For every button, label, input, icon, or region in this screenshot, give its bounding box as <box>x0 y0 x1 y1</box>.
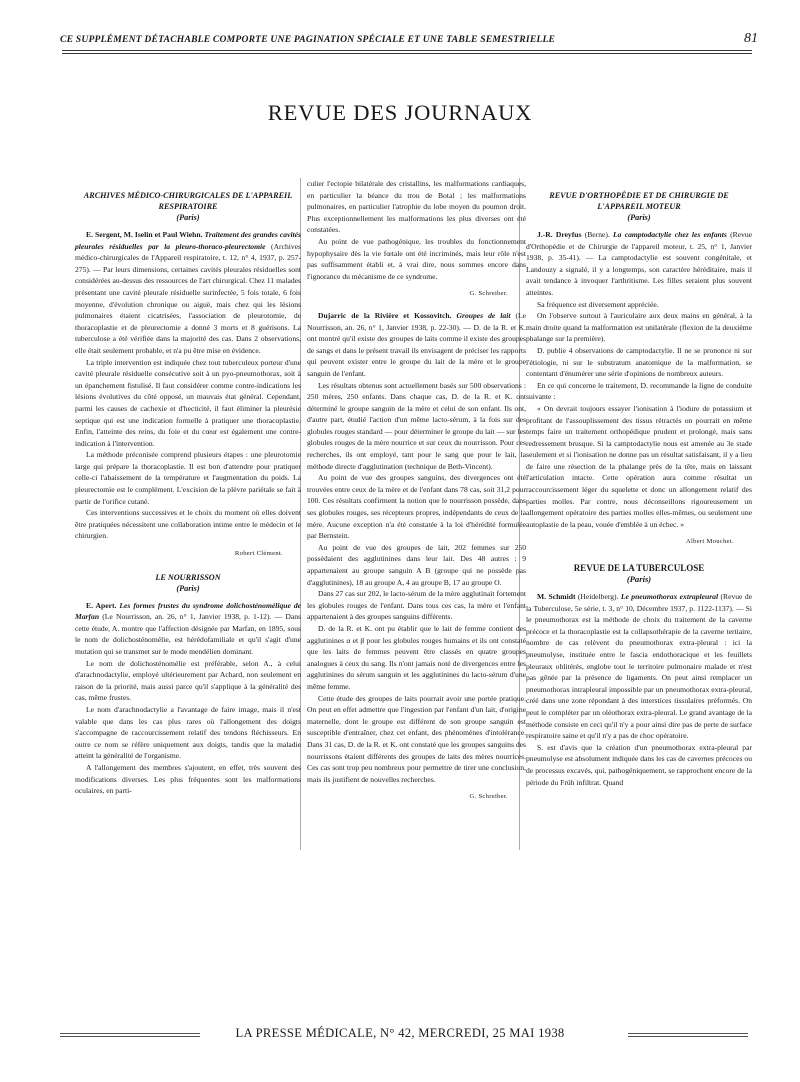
author-location: (Heidelberg). <box>577 592 619 602</box>
article-text: (Le Nourrisson, an. 26, n° 1, Janvier 1938, p. 1-12). — Dans cette étude, A. montre que l'affection désignée par Marfan, en 1895, sous le nom de dolichosténomélie, est hérédofamiliale et qu'il s'agit d'une mutation qui se transmet sur le mode mendélien dominant. <box>75 612 301 656</box>
signature: G. Schreiber. <box>469 793 508 801</box>
article-paragraph: culier l'ectopie bilatérale des cristallins, les malformations cardiaques, en particulier la béance du trou de Botal ; les malformations pulmonaires, en particulier l'atrophie du lobe moyen du poumon droit. Plus exceptionnellement les malformations les plus diverses ont été constatées. <box>307 179 526 235</box>
article-paragraph: En ce qui concerne le traitement, D. recommande la ligne de conduite suivante : <box>526 380 752 402</box>
journal-place: (Paris) <box>176 213 200 222</box>
article-authors: J.-R. Dreyfus <box>537 230 582 239</box>
footer-line: LA PRESSE MÉDICALE, N° 42, MERCREDI, 25 MAI 1938 <box>235 1026 565 1040</box>
article-paragraph: On l'observe surtout à l'auriculaire aux deux mains en général, à la main droite quand la malformation est unilatérale (flexion de la deuxième phalange sur la première). <box>526 311 752 344</box>
author-location: (Berne). <box>584 230 610 239</box>
article-paragraph: Au point de vue des groupes sanguins, des divergences ont été trouvées entre ceux de la mère et de l'enfant dans 78 cas, soit 31,2 pour 100. Ces résultats confirment la notion que le nourrisson possède, dans ses globules rouges, ses récepteurs propres, indépendants de ceux de la mère. Aucune exception n'a été constatée à la loi d'hérédité formulée par Bernstein. <box>307 473 526 541</box>
article-paragraph: S. est d'avis que la création d'un pneumothorax extra-pleural par pneumolyse est absolument indiquée dans les cas de cavernes précoces ou de processus excavés, qui, pathogéniquement, se rapprochent encore de la période du Früh infiltrat. Quand <box>526 742 752 787</box>
column-1 <box>75 178 301 797</box>
signature: G. Schreiber. <box>469 290 508 298</box>
journal-title: REVUE DE LA TUBERCULOSE <box>573 563 705 574</box>
article-authors: E. Sergent, M. Iselin et Paul Wiehn. <box>86 230 203 239</box>
article-paragraph: La triple intervention est indiquée chez tout tuberculeux porteur d'une cavité pleurale résiduelle consécutive soit à un pyo-pneumothorax, soit à un épanchement fistulisé. Il faut considérer comme contre-indications les lésions évolutives du côté opposé, un mauvais état général. Cependant, parmi les causes de cachexie et d'hecticité, il faut éliminer la pleurésie septique qui est une indication formelle à pratiquer une thoracoplastie. Enfin, l'atteinte des reins, du foie et du cœur est également une contre-indication à l'intervention. <box>75 357 301 448</box>
article-title: La camptodactylie chez les enfants <box>613 230 727 239</box>
journal-title: LE NOURRISSON <box>155 572 221 582</box>
column-2 <box>307 178 526 813</box>
supplement-header: CE SUPPLÉMENT DÉTACHABLE COMPORTE UNE PAGINATION SPÉCIALE ET UNE TABLE SEMESTRIELLE <box>60 34 556 45</box>
article-paragraph <box>75 600 301 658</box>
article-paragraph <box>526 591 752 742</box>
article-paragraph: Le nom de dolichosténomélie est préférable, selon A., à celui d'arachnodactylie, employé ultérieurement par Achard, non seulement en raison de la priorité, mais aussi parce qu'il s'applique à la généralité des cas, même frustes. <box>75 658 301 703</box>
article-paragraph <box>75 229 301 357</box>
article-paragraph <box>526 229 752 299</box>
article-title: Groupes de lait <box>456 310 511 320</box>
journal-place: (Paris) <box>627 213 651 222</box>
page-number: 81 <box>744 31 758 46</box>
column-3 <box>526 178 752 788</box>
journal-title: REVUE D'ORTHOPÉDIE ET DE CHIRURGIE DE L'APPAREIL MOTEUR <box>549 191 729 211</box>
page-title: REVUE DES JOURNAUX <box>267 100 533 125</box>
article-paragraph: Dans 27 cas sur 202, le lacto-sérum de la mère agglutinait fortement les globules rouges de l'enfant. Dans tous ces cas, la mère et l'enfant appartenaient à des groupes sanguins différents. <box>307 589 526 622</box>
footer-rule-right-2 <box>628 1036 748 1037</box>
article-title: Traitement des grandes cavités pleurales résiduelles par la pleuro-thoraco-pleurectomie <box>75 230 301 251</box>
article-paragraph: Les résultats obtenus sont actuellement basés sur 500 observations : 250 mères, 250 enfants. Dans chaque cas, D. de la R. et K. ont déterminé le groupe sanguin de la mère et celui de son enfant. Ils ont, d'autre part, étudié l'action d'un même lacto-sérum, à la fois sur des globules rouges standard — pour déterminer le groupe du lait — sur les globules rouges de la mère nourrice et sur ceux du nourrisson. Pour ces recherches, ils ont employé, tant pour le sang que pour le lait, la méthode directe d'agglutination (technique de Beth-Vincent). <box>307 380 526 471</box>
article-text: (Archives médico-chirurgicales de l'Appareil respiratoire, t. 12, n° 4, 1937, p. 257-275). — Par leurs dimensions, certaines cavités pleurales résiduelles sont considérées au-dessus des ressources de l'art chirurgical. Chez 11 malades présentant une cavité pleurale résiduelle surinfectée, 5 fois totale, 6 fois moyenne, d'évolution chronique ou aiguë, mais chez qui les lésions pulmonaires étaient cicatrisées, l'association de pleurotomie, de thoracoplastie et de pleurectomie a donné 3 morts et 8 guérisons. La tuberculose a été vérifiée dans la majorité des cas. Dans 2 observations, elle était seulement probable, et n'a pu être mise en évidence. <box>75 241 301 355</box>
journal-place: (Paris) <box>176 583 200 593</box>
article-authors: E. Apert. <box>86 600 117 610</box>
article-title: Les formes frustes du syndrome dolichosténomélique de Marfan <box>75 600 301 622</box>
article-text: (Revue de la Tuberculose, 5e série, t. 3, n° 10, Décembre 1937, p. 1122-1137). — Si le pneumothorax est la méthode de choix du traitement de la caverne précoce et la thoracoplastie est la collapsothérapie de la caverne tertiaire, nombre de cas relèvent du pneumothorax extra-pleural : ici la pneumolyse, instituée entre le fascia endothoracique et les feuillets pleuraux oblitérés, englobe tout le territoire pulmonaire malade et n'est pas gênée par la présence de ligaments. On peut ainsi remplacer un pneumothorax intrapleural impossible par un pneumothorax extra-pleural, créé dans une zone répondant à des interstices tissulaires préformés. On peut le compléter par un oléothorax extra-pleural. Le grand avantage de la méthode consiste en ceci qu'il n'y a pour ainsi dire pas de perte de surface respiratoire saine et qu'il n'y a pas de choc opératoire. <box>526 592 752 741</box>
article-paragraph: Au point de vue des groupes de lait, 202 femmes sur 250 possédaient des agglutinines dans leur lait. Des 48 autres : 9 appartenaient au groupe sanguin A B (groupe qui ne possède pas d'agglutinines), 18 au groupe A, 4 au groupe B, 17 au groupe O. <box>307 542 526 587</box>
article-paragraph <box>307 310 526 380</box>
article-text: (Revue d'Orthopédie et de Chirurgie de l'appareil moteur, t. 25, n° 1, Janvier 1938, p. 35-41). — La camptodactylie est souvent congénitale, et Landouzy a signalé, il y a longtemps, son caractère héréditaire, mais il avait tendance à invoquer l'arthritisme. Les filles seraient plus souvent atteintes. <box>526 230 753 297</box>
article-authors: Dujarric de la Rivière et Kossovitch. <box>318 310 452 320</box>
signature: Albert Mouchet. <box>685 538 734 546</box>
header-rule <box>62 50 752 51</box>
article-paragraph: A l'allongement des membres s'ajoutent, en effet, très souvent des modifications diverses. Les plus fréquentes sont les malformations oculaires, en parti- <box>75 762 301 796</box>
article-paragraph: Au point de vue pathogénique, les troubles du fonctionnement hypophysaire dès la vie fœtale ont été incriminés, mais leur rôle n'est pas suffisamment établi et, à vrai dire, nous sommes encore dans l'ignorance du mécanisme de ce syndrome. <box>307 236 526 281</box>
signature: Robert Clément. <box>234 550 283 558</box>
footer-rule-right <box>628 1033 748 1034</box>
article-paragraph: Cette étude des groupes de laits pourrait avoir une portée pratique. On peut en effet admettre que l'ingestion par l'enfant d'un lait, d'origine maternelle, dont le groupe est différent de son groupe sanguin est susceptible d'entraîner, chez cet enfant, des phénomènes d'intolérance. Dans 31 cas, D. de la R. et K. ont constaté que les groupes sanguins des nourrissons étaient différents des groupes de laits des mères nourrices. Ces cas sont trop peu nombreux pour permettre de tirer une conclusion, mais ils justifient de nouvelles recherches. <box>307 693 526 784</box>
article-paragraph: Le nom d'arachnodactylie a l'avantage de faire image, mais il n'est valable que dans les cas plus rares où l'allongement des doigts s'accompagne de raccourcissement relatif des tendons fléchisseurs. En outre ce nom se réfère uniquement aux doigts, tandis que la maladie atteint la généralité de l'organisme. <box>75 704 301 761</box>
article-text: (Le Nourrisson, an. 26, n° 1, Janvier 1938, p. 22-30). — D. de la R. et K. ont montré qu'il existe des groupes de laits comme il existe des groupes de sangs et dans le présent travail ils envisagent de préciser les rapports qui peuvent exister entre le groupe du lait de la mère et le groupe sanguin de l'enfant. <box>307 310 526 378</box>
journal-title: ARCHIVES MÉDICO-CHIRURGICALES DE L'APPAREIL RESPIRATOIRE <box>83 191 293 211</box>
article-paragraph: Sa fréquence est diversement appréciée. <box>537 299 659 309</box>
article-authors: M. Schmidt <box>537 592 576 602</box>
journal-place: (Paris) <box>626 574 652 585</box>
article-paragraph: D. de la R. et K. ont pu établir que le lait de femme contient des agglutinines α et β pour les globules rouges humains et ils ont constaté que les laits de femmes peuvent être classés en quatre groupes analogues à ceux du sang. Ils n'ont jamais noté de divergences entre les agglutinines du sérum sanguin et les agglutinines du lacto-sérum d'une même femme. <box>307 623 526 691</box>
article-paragraph: D. publie 4 observations de camptodactylie. Il ne se prononce ni sur l'étiologie, ni sur le substratum anatomique de la malformation, se contentant d'énumérer une série d'opinions de nombreux auteurs. <box>526 345 752 379</box>
article-paragraph: Ces interventions successives et le choix du moment où elles doivent être pratiquées nécessitent une collaboration intime entre le médecin et le chirurgien. <box>75 508 301 541</box>
article-paragraph: « On devrait toujours essayer l'ionisation à l'iodure de potassium et profitant de l'assouplissement des tissus rétractés on pourrait en même temps faire un traitement orthopédique prudent et prolongé, mais sans redressement brusque. Si la camptodactylie nous est amenée au 3e stade seulement et si l'ionisation ne donne pas un résultat satisfaisant, il y a lieu de faire une résection de la phalange près de la tête, mais en laissant l'articulation intacte. Cette opération aura comme résultat un raccourcissement léger du squelette et donc un allongement relatif des parties molles. Par contre, nous déconseillons rigoureusement un allongement opératoire des parties molles elles-mêmes, ou seulement une autoplastie de la peau, vouée d'emblée à un échec. » <box>526 403 752 529</box>
header-rule-2 <box>62 53 752 54</box>
article-paragraph: La méthode préconisée comprend plusieurs étapes : une pleurotomie large qui prépare la thoracoplastie. Il est bon d'attendre pour pratiquer celle-ci l'abaissement de la température et l'augmentation du poids. La pleurectomie est le complément. L'excision de la plèvre pariétale se fait à partir de l'orifice cutané. <box>75 450 301 506</box>
article-title: Le pneumothorax extrapleural <box>620 592 719 602</box>
